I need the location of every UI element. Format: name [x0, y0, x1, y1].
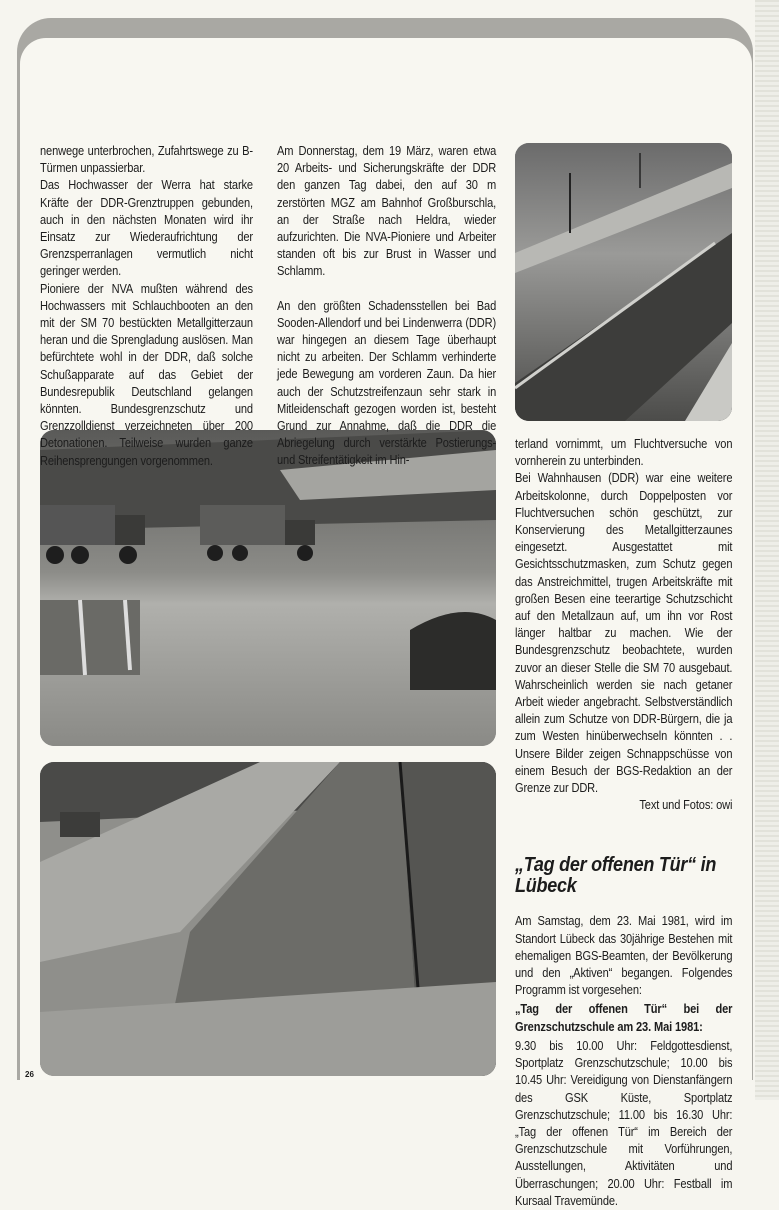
- article-intro: Am Samstag, dem 23. Mai 1981, wird im Standort Lübeck das 30jährige Bestehen mit ehemaligen BGS-Beamten, der Bevölkerung und den „Aktiven“ begangen. Folgendes Programm ist vorgesehen:: [515, 914, 733, 998]
- page-number: 26: [25, 1070, 34, 1079]
- paragraph: Das Hochwasser der Werra hat starke Kräfte der DDR-Grenztruppen gebunden, auch in den nächsten Monaten wird ihr Einsatz zur Wiederaufrichtung der Grenzsperranlagen vermutlich nicht geringer werden.: [40, 178, 253, 279]
- program-text: 9.30 bis 10.00 Uhr: Feldgottesdienst, Sportplatz Grenzschutzschule; 10.00 bis 10.45 Uhr: Vereidigung von Dienstanfängern des GSK Küste, Sportplatz Grenzschutzschule; 11.00 bis 16.30 Uhr: „Tag der offenen Tür“ im Bereich der Grenzschutzschule mit Vorführungen, Ausstellungen, Aktivitäten und Überraschungen; 20.00 Uhr: Festball im Kursaal Travemünde.: [515, 1038, 733, 1208]
- article-headline: „Tag der offenen Tür“ in Lübeck: [515, 853, 717, 898]
- page-edge: [755, 0, 779, 1100]
- paragraph: Am Donnerstag, dem 19 März, waren etwa 20 Arbeits- und Sicherungskräfte der DDR den ganzen Tag dabei, den auf 30 m zerstörten MGZ am Bahnhof Großburschla, an der Straße nach Heldra, wieder aufzurichten. Die NVA-Pioniere und Arbeiter standen oft bis zur Brust in Wasser und Schlamm.: [277, 144, 497, 279]
- program-heading: „Tag der offenen Tür“ bei der Grenzschutzschule am 23. Mai 1981:: [515, 1002, 733, 1034]
- column-2: [277, 143, 496, 470]
- article-lubeck: [515, 854, 732, 1209]
- paragraph: Bei Wahnhausen (DDR) war eine weitere Arbeitskolonne, durch Doppelposten vor Fluchtversuchen schön geschützt, zur Konservierung des Metallgitterzaunes eingesetzt. Ausgestattet mit Gesichtsschutzmasken, zum Schutz gegen das Anstreichmittel, trugen Arbeitskräfte mit großen Besen eine teerartige Schutzschicht auf den Metallzaun auf, um ihn vor Rost länger haltbar zu machen. Wie der Bundesgrenzschutz beobachtete, wurden zuvor an dieser Stelle die SM 70 ausgebaut. Wahrscheinlich werden sie nach getaner Arbeit wieder angebracht. Selbstverständlich allein zum Schutze von DDR-Bürgern, die ja zum Westen hinüberwechseln könnten . . Unsere Bilder zeigen Schnappschüsse von einem Besuch der BGS-Redaktion an der Grenze zur DDR.: [515, 471, 733, 796]
- photo-trucks-flood: [40, 430, 496, 746]
- paragraph: terland vornimmt, um Fluchtversuche von vornherein zu unterbinden.: [515, 437, 733, 469]
- paragraph: nenwege unterbrochen, Zufahrtswege zu B-Türmen unpassierbar.: [40, 144, 253, 176]
- photo-credit: Text und Fotos: owi: [639, 798, 733, 813]
- column-3: [515, 436, 732, 1210]
- paragraph: Pioniere der NVA mußten während des Hochwassers mit Schlauchbooten an den mit der SM 70 bestückten Metallgitterzaun heran und die Sprengladung auslösen. Man befürchtete wohl in der DDR, daß solche Schußapparate auf das Gebiet der Bundesrepublik Deutschland gelangen könnten. Bundesgrenzschutz und Grenzzolldienst verzeichneten über 200 Detonationen. Teilweise wurden ganze Reihensprengungen vorgenommen.: [40, 281, 253, 468]
- column-1: [40, 143, 253, 470]
- photo-flooded-fence: [515, 143, 732, 421]
- paragraph: An den größten Schadensstellen bei Bad Sooden-Allendorf und bei Lindenwerra (DDR) war hingegen an diesem Tage überhaupt nicht zu arbeiten. Der Schlamm verhinderte jede Bewegung am vorderen Zaun. Da hier auch der Schutzstreifenzaun sehr stark in Mitleidenschaft gezogen worden ist, besteht Grund zur Annahme, daß die DDR die Abriegelung durch verstärkte Postierungs- und Streifentätigkeit im Hin-: [277, 298, 497, 468]
- photo-border-strip: [40, 762, 496, 1076]
